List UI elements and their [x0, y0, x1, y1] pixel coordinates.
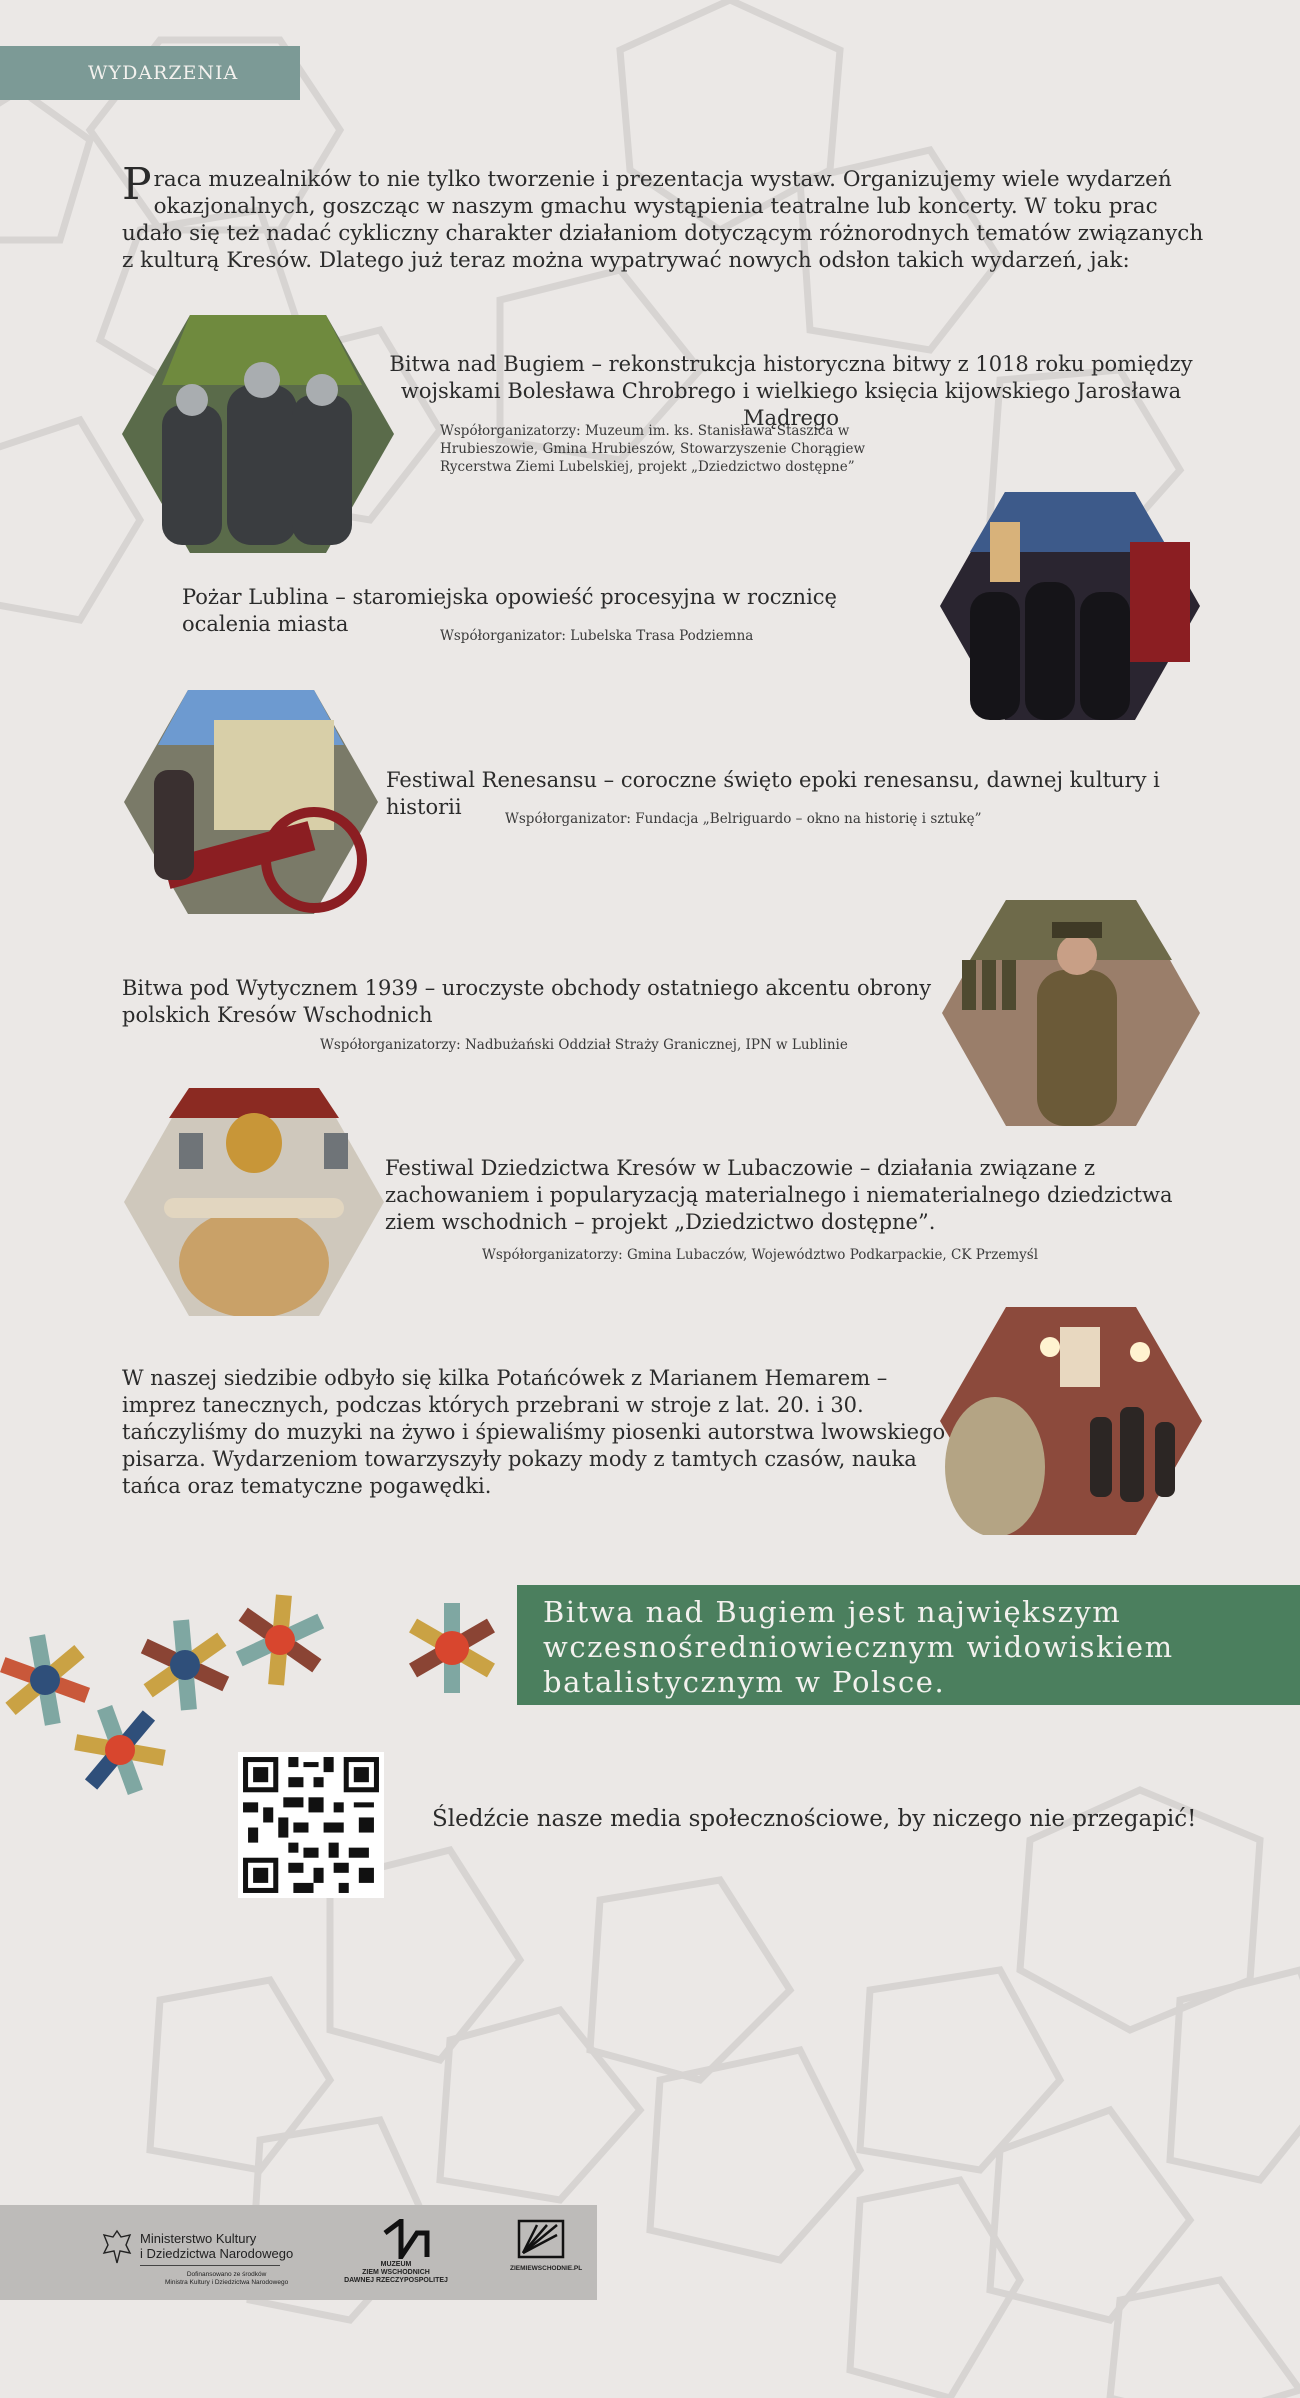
museum-name-line1: MUZEUM	[380, 2261, 412, 2268]
event-photo-lublin-fire	[940, 492, 1200, 720]
qr-code[interactable]	[238, 1752, 384, 1898]
highlight-quote: Bitwa nad Bugiem jest największym wczesnośredniowiecznym widowiskiem batalistycznym w Polsce.	[517, 1585, 1300, 1705]
footer-logos	[0, 2205, 597, 2300]
museum-logo-icon	[383, 2219, 439, 2259]
event-title: W naszej siedzibie odbyło się kilka Potańcówek z Marianem Hemarem – imprez tanecznych, podczas których przebrani w stroje z lat. 20. i 30. tańczyliśmy do muzyki na żywo i śpiewaliśmy piosenki autorstwa lwowskiego pisarza. Wydarzeniom towarzyszyły pokazy mody z tamtych czasów, nauka tańca oraz tematyczne pogawędki.	[122, 1366, 946, 1498]
museum-name-line2: ZIEM WSCHODNICH	[362, 2269, 430, 2276]
museum-name-line3: DAWNEJ RZECZYPOSPOLITEJ	[344, 2277, 448, 2284]
event-photo-dance	[940, 1307, 1202, 1535]
event-organizers: Współorganizator: Lubelska Trasa Podziemna	[440, 628, 754, 644]
site-logo-icon	[517, 2219, 565, 2259]
event-title: Festiwal Dziedzictwa Kresów w Lubaczowie – działania związane z zachowaniem i popularyzacją materialnego i niematerialnego dziedzictwa ziem wschodnich – projekt „Dziedzictwo dostępne”.	[385, 1156, 1173, 1234]
ministry-name-line1: Ministerstwo Kultury	[140, 2231, 257, 2246]
event-photo-lubaczow	[124, 1088, 384, 1316]
intro-drop-cap: P	[122, 159, 152, 210]
event-organizers: Współorganizatorzy: Muzeum im. ks. Stanisława Staszica w Hrubieszowie, Gmina Hrubieszów, Stowarzyszenie Chorągiew Rycerstwa Ziemi Lubelskiej, projekt „Dziedzictwo dostępne”	[440, 423, 866, 475]
event-organizers: Współorganizatorzy: Gmina Lubaczów, Województwo Podkarpackie, CK Przemyśl	[482, 1247, 1039, 1263]
funded-line2: Ministra Kultury i Dziedzictwa Narodowego	[165, 2279, 289, 2286]
event-title: Festiwal Renesansu – coroczne święto epoki renesansu, dawnej kultury i historii	[386, 768, 1160, 819]
follow-social-text: Śledźcie nasze media społecznościowe, by niczego nie przegapić!	[432, 1806, 1197, 1832]
eagle-icon	[100, 2227, 134, 2267]
intro-text: raca muzealników to nie tylko tworzenie i prezentacja wystaw. Organizujemy wiele wydarzeń okazjonalnych, goszcząc w naszym gmachu wystąpienia teatralne lub koncerty. W toku prac udało się też nadać cykliczny charakter działaniom dotyczącym różnorodnych tematów związanych z kulturą Kresów. Dlatego już teraz można wypatrywać nowych odsłon takich wydarzeń, jak:	[122, 167, 1204, 273]
event-title: Bitwa nad Bugiem – rekonstrukcja historyczna bitwy z 1018 roku pomiędzy wojskami Bolesława Chrobrego i wielkiego księcia kijowskiego Jarosława Mądrego	[389, 352, 1193, 430]
intro-paragraph	[122, 159, 1204, 274]
event-photo-wytyczno	[942, 900, 1200, 1126]
event-photo-renaissance	[124, 690, 378, 914]
event-title: Bitwa pod Wytycznem 1939 – uroczyste obchody ostatniego akcentu obrony polskich Kresów Wschodnich	[122, 976, 932, 1027]
site-url: ZIEMIEWSCHODNIE.PL	[510, 2265, 583, 2272]
event-organizers: Współorganizatorzy: Nadbużański Oddział Straży Granicznej, IPN w Lublinie	[320, 1037, 848, 1053]
section-tag: WYDARZENIA	[0, 46, 300, 100]
event-title: Pożar Lublina – staromiejska opowieść procesyjna w rocznicę ocalenia miasta	[182, 585, 837, 636]
ministry-name-line2: i Dziedzictwa Narodowego	[140, 2246, 294, 2261]
event-organizers: Współorganizator: Fundacja „Belriguardo – okno na historię i sztukę”	[505, 811, 982, 827]
event-photo-battle-bug	[122, 315, 394, 553]
funded-line1: Dofinansowano ze środków	[186, 2271, 267, 2278]
